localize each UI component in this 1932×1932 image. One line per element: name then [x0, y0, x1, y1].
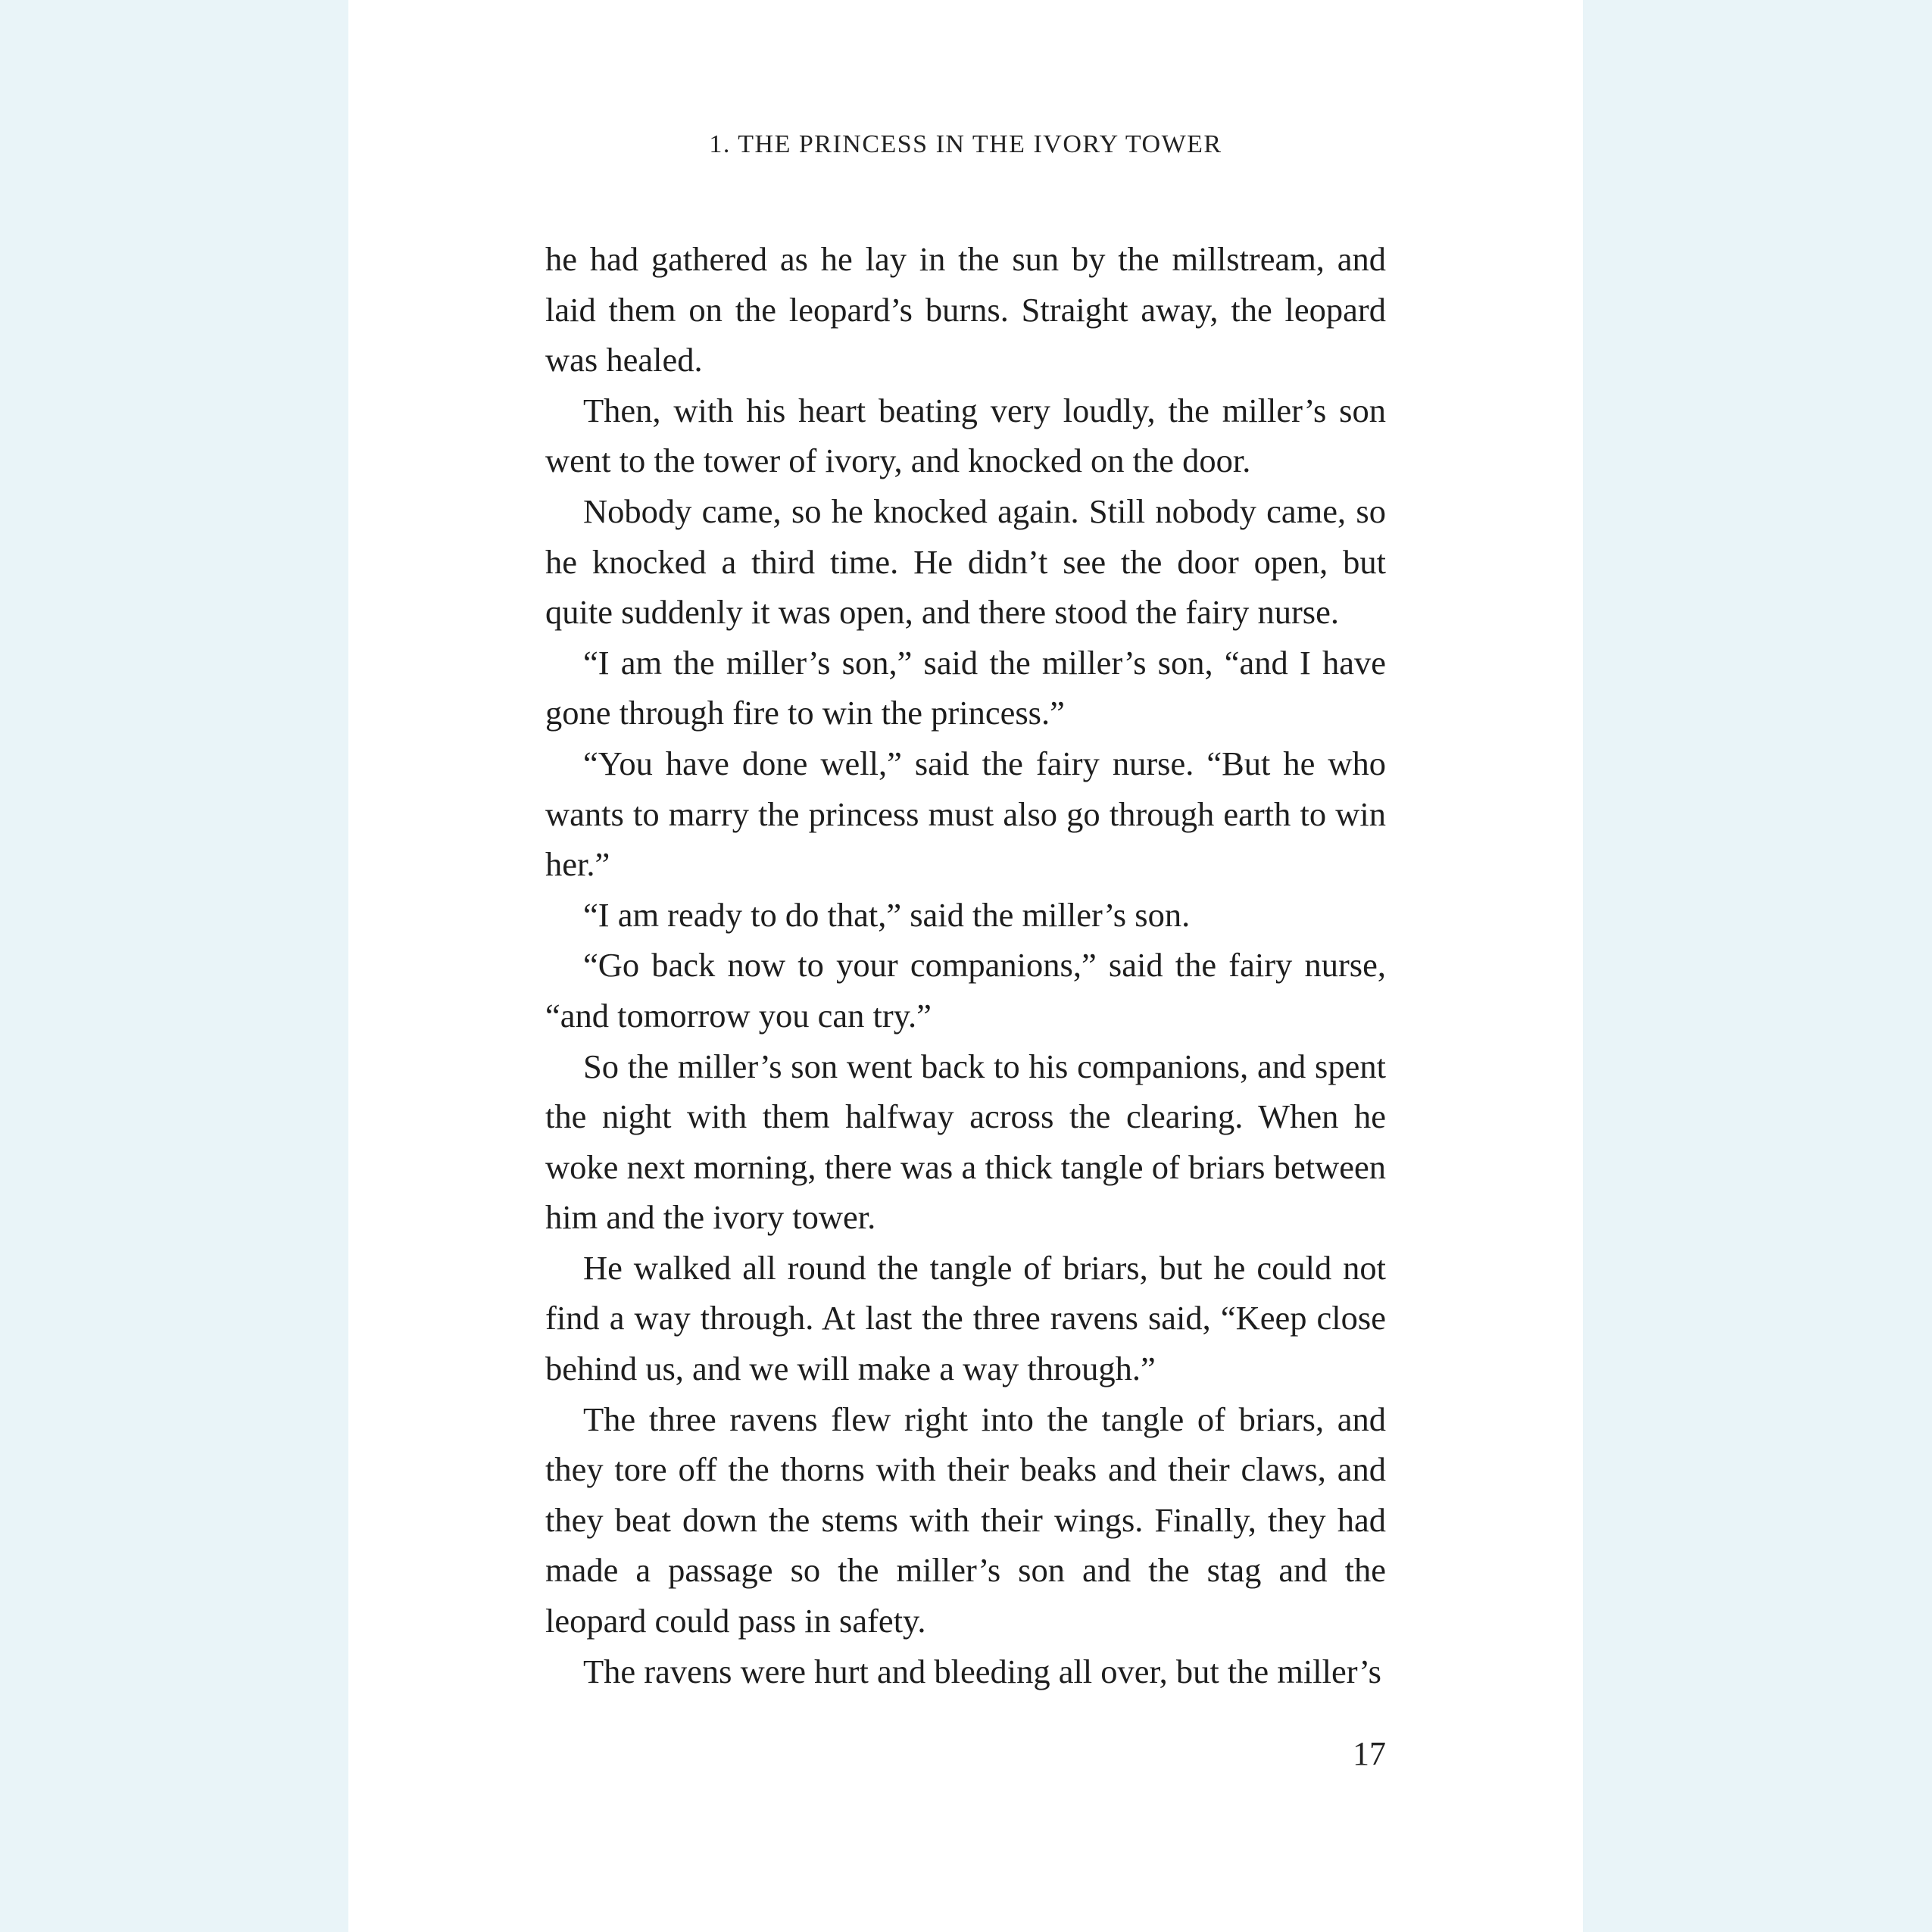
book-page	[348, 0, 1583, 1932]
paragraph: “I am ready to do that,” said the miller’s son.	[583, 895, 1191, 934]
paragraph: “I am the miller’s son,” said the miller’s son, “and I have gone through fire to win the princess.”	[545, 643, 1386, 732]
paragraph: So the miller’s son went back to his companions, and spent the night with them halfway across the clearing. When he woke next morning, there was a thick tangle of briars between him and the ivory tower.	[545, 1047, 1386, 1237]
running-head: 1. THE PRINCESS IN THE IVORY TOWER	[709, 130, 1222, 158]
body-text	[545, 234, 1386, 1696]
paragraph: He walked all round the tangle of briars, but he could not find a way through. At last the three ravens said, “Keep close behind us, and we will make a way through.”	[545, 1248, 1386, 1388]
paragraph: he had gathered as he lay in the sun by the millstream, and laid them on the leopard’s burns. Straight away, the leopard was healed.	[545, 240, 1386, 379]
page-number: 17	[1353, 1735, 1386, 1772]
paragraph: “Go back now to your companions,” said the fairy nurse, “and tomorrow you can try.”	[545, 946, 1386, 1035]
paragraph: “You have done well,” said the fairy nurse. “But he who wants to marry the princess must also go through earth to win her.”	[545, 744, 1386, 884]
paragraph: The ravens were hurt and bleeding all over, but the miller’s	[583, 1652, 1381, 1690]
paragraph: Nobody came, so he knocked again. Still nobody came, so he knocked a third time. He didn’t see the door open, but quite suddenly it was open, and there stood the fairy nurse.	[545, 492, 1386, 632]
paragraph: The three ravens flew right into the tangle of briars, and they tore off the thorns with their beaks and their claws, and they beat down the stems with their wings. Finally, they had made a passage so the miller’s son and the stag and the leopard could pass in safety.	[545, 1400, 1386, 1640]
paragraph: Then, with his heart beating very loudly, the miller’s son went to the tower of ivory, and knocked on the door.	[545, 391, 1386, 480]
